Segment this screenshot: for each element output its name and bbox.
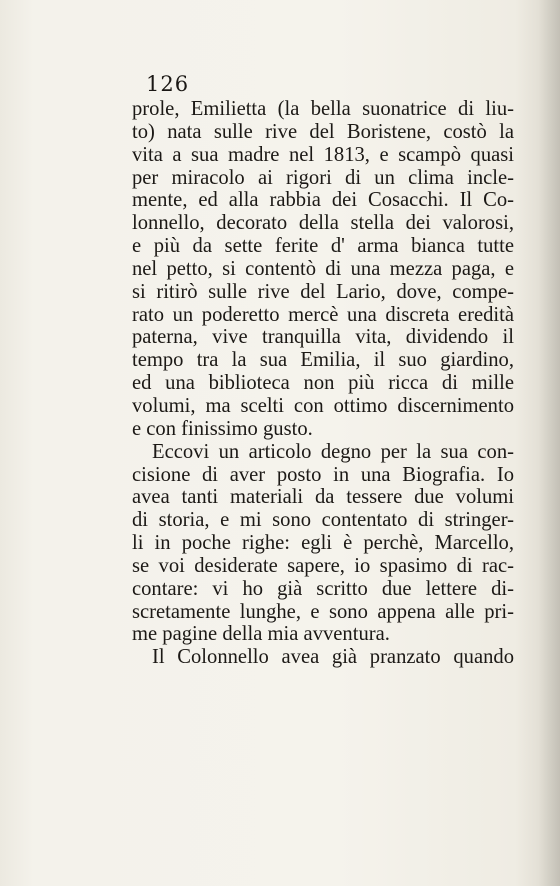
text-line: contare: vi ho già scritto due lettere di-: [132, 577, 514, 600]
text-line: Il Colonnello avea già pranzato quando: [152, 646, 514, 669]
text-line: di storia, e mi sono contentato di stringer-: [132, 509, 514, 532]
page-number: 126: [146, 72, 190, 96]
text-line: rato un poderetto mercè una discreta eredità: [132, 303, 514, 326]
body-text: [132, 98, 514, 669]
text-line: lonnello, decorato della stella dei valorosi,: [132, 212, 514, 235]
text-line: si ritirò sulle rive del Lario, dove, compe-: [132, 280, 514, 303]
page-edge-shadow: [538, 0, 560, 886]
text-line: e più da sette ferite d' arma bianca tutte: [132, 235, 514, 258]
text-line: paterna, vive tranquilla vita, dividendo il: [132, 326, 514, 349]
text-line: Eccovi un articolo degno per la sua con-: [152, 440, 514, 463]
text-line: tempo tra la sua Emilia, il suo giardino,: [132, 349, 514, 372]
text-line: me pagine della mia avventura.: [132, 623, 390, 646]
text-line: se voi desiderate sapere, io spasimo di rac-: [132, 554, 514, 577]
text-line: ed una biblioteca non più ricca di mille: [132, 372, 514, 395]
text-line: mente, ed alla rabbia dei Cosacchi. Il Co-: [132, 189, 514, 212]
text-line: to) nata sulle rive del Boristene, costò la: [132, 120, 514, 143]
text-line: per miracolo ai rigori di un clima incle-: [132, 166, 514, 189]
text-line: prole, Emilietta (la bella suonatrice di liu-: [132, 98, 514, 120]
text-line: vita a sua madre nel 1813, e scampò quasi: [132, 143, 514, 166]
text-line: nel petto, si contentò di una mezza paga, e: [132, 257, 514, 280]
text-line: cisione di aver posto in una Biografia. Io: [132, 463, 514, 486]
text-line: volumi, ma scelti con ottimo discernimento: [132, 394, 514, 417]
text-line: e con finissimo gusto.: [132, 417, 313, 440]
text-line: avea tanti materiali da tessere due volumi: [132, 486, 514, 509]
text-line: li in poche righe: egli è perchè, Marcello,: [132, 532, 514, 555]
text-line: scretamente lunghe, e sono appena alle pri-: [132, 600, 514, 623]
